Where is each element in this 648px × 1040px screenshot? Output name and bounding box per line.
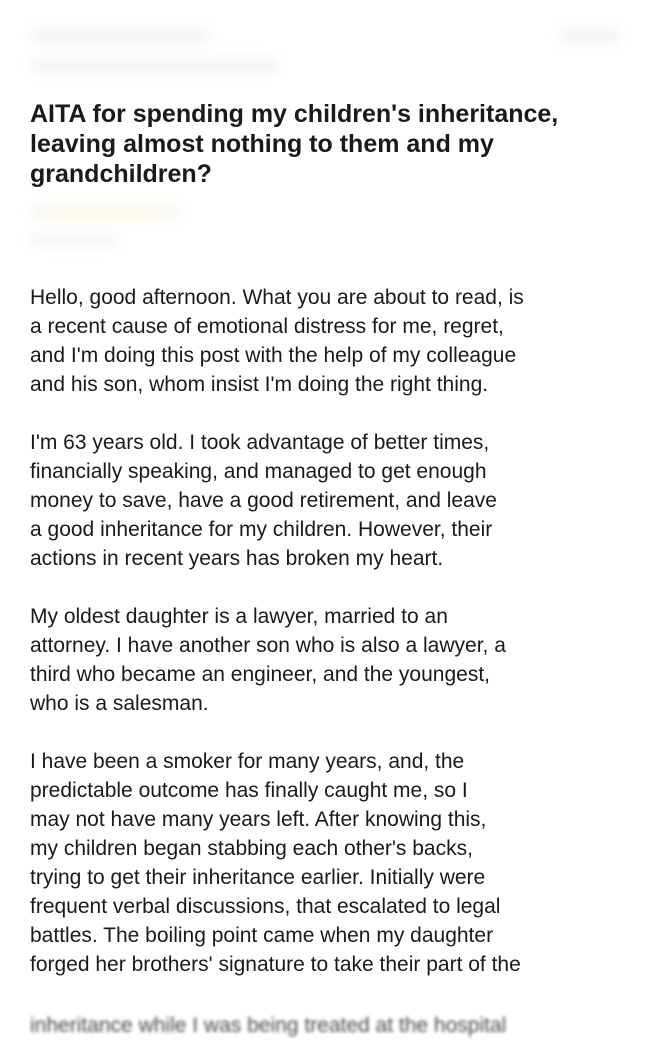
- post-paragraph: Hello, good afternoon. What you are about to read, is a recent cause of emotional distress for me, regret, and I'm doing this post with the help of my colleague and his son, whom insist I'm doing the right thing.: [30, 286, 524, 396]
- post-paragraph: I have been a smoker for many years, and, the predictable outcome has finally caught me, so I may not have many years left. After knowing this, my children began stabbing each other's backs, trying to get their inheritance earlier. Initially were frequent verbal discussions, that escalated to legal battles. The boiling point came when my daughter forged her brothers' signature to take their part of the: [30, 750, 521, 976]
- blurred-header: [0, 0, 648, 90]
- blurred-flair: [30, 196, 290, 256]
- post-body: [30, 283, 630, 1008]
- blurred-menu: [560, 28, 620, 44]
- post-paragraph: I'm 63 years old. I took advantage of better times, financially speaking, and managed to get enough money to save, have a good retirement, and leave a good inheritance for my children. However, their actions in recent years has broken my heart.: [30, 431, 497, 570]
- blurred-flair-bar-2: [30, 234, 120, 246]
- blurred-flair-bar: [30, 206, 180, 220]
- cut-off-text-line: inheritance while I was being treated at the hospital: [30, 1014, 507, 1037]
- post-title: AITA for spending my children's inheritance, leaving almost nothing to them and my grandchildren?: [30, 100, 559, 188]
- blurred-username: [30, 28, 210, 44]
- post-paragraph: My oldest daughter is a lawyer, married to an attorney. I have another son who is also a lawyer, a third who became an engineer, and the youngest, who is a salesman.: [30, 605, 506, 715]
- blurred-timestamp: [30, 58, 280, 72]
